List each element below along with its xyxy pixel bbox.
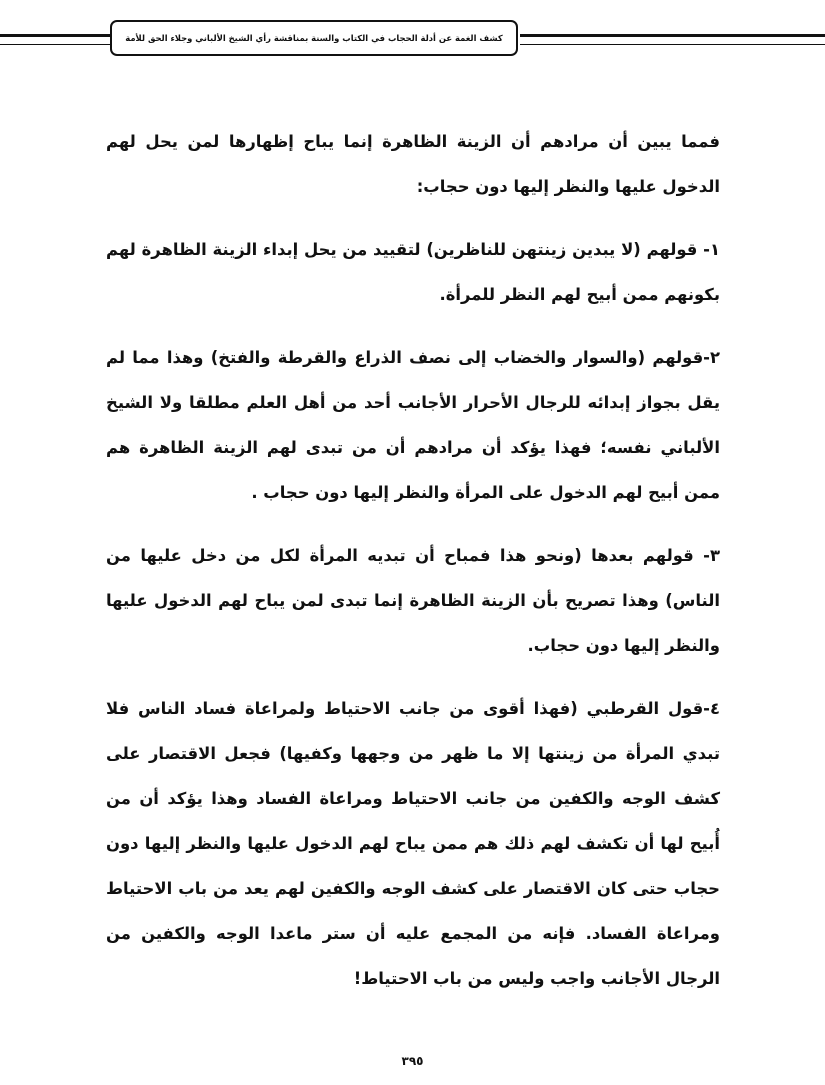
- running-header: [110, 20, 518, 56]
- paragraph-point-1: ١- قولهم (لا يبدين زينتهن للناظرين) لتقييد من يحل إبداء الزينة الظاهرة لهم بكونهم ممن أبيح لهم النظر للمرأة.: [106, 240, 720, 304]
- book-title: كشف الغمة عن أدلة الحجاب في الكتاب والسنة بمناقشة رأي الشيخ الألباني وجلاء الحق للأمة: [125, 33, 503, 43]
- page-number: ٣٩٥: [401, 1054, 424, 1068]
- paragraph-point-3: ٣- قولهم بعدها (ونحو هذا فمباح أن تبديه المرأة لكل من دخل عليها من الناس) وهذا تصريح بأن الزينة الظاهرة إنما تبدى لمن يباح لهم الدخول عليها والنظر إليها دون حجاب.: [106, 546, 720, 655]
- paragraph-intro: فمما يبين أن مرادهم أن الزينة الظاهرة إنما يباح إظهارها لمن يحل لهم الدخول عليها والنظر إليها دون حجاب:: [106, 132, 720, 196]
- page-body: [106, 119, 720, 1019]
- header-rule-left: [0, 34, 112, 45]
- paragraph-point-2: ٢-قولهم (والسوار والخضاب إلى نصف الذراع والقرطة والفتخ) وهذا مما لم يقل بجواز إبدائه للرجال الأحرار الأجانب أحد من أهل العلم مطلقا ولا الشيخ الألباني نفسه؛ فهذا يؤكد أن مرادهم أن من تبدى لهم الزينة الظاهرة هم ممن أبيح لهم الدخول على المرأة والنظر إليها دون حجاب .: [106, 348, 720, 502]
- paragraph-point-4: ٤-قول القرطبي (فهذا أقوى من جانب الاحتياط ولمراعاة فساد الناس فلا تبدي المرأة من زينتها إلا ما ظهر من وجهها وكفيها) فجعل الاقتصار على كشف الوجه والكفين من جانب الاحتياط ومراعاة الفساد وهذا يؤكد أن من أُبيح لها أن تكشف لهم ذلك هم ممن يباح لهم الدخول عليها والنظر إليها دون حجاب حتى كان الاقتصار على كشف الوجه والكفين لهم يعد من باب الاحتياط ومراعاة الفساد. فإنه من المجمع عليه أن ستر ماعدا الوجه والكفين من الرجال الأجانب واجب وليس من باب الاحتياط!: [106, 699, 720, 988]
- header-rule-right: [520, 34, 825, 45]
